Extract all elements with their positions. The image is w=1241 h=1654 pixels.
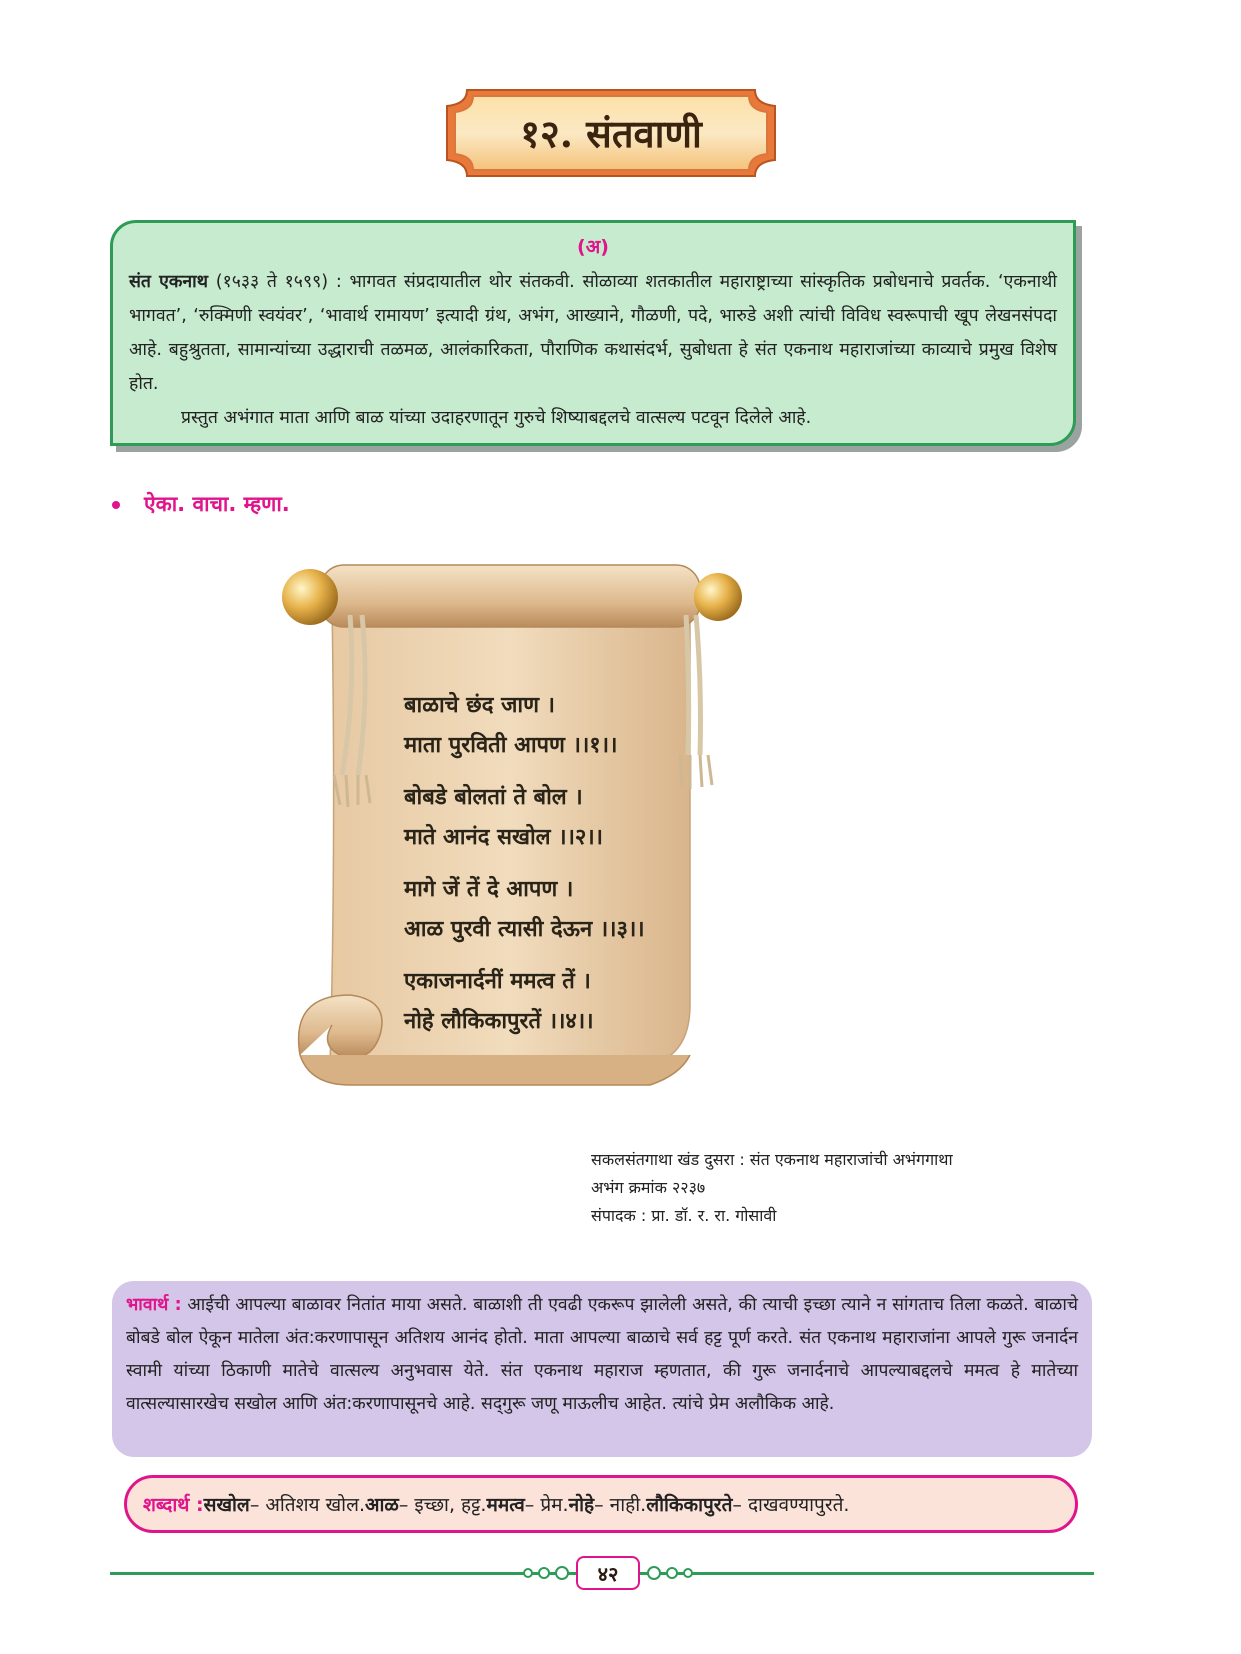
instruction-text: ऐका. वाचा. म्हणा. [144,492,290,516]
poem-line: आळ पुरवी त्यासी देऊन ।।३।। [404,917,645,942]
bullet-icon [112,501,120,509]
rope-right [686,615,701,755]
meaning-label: भावार्थ : [126,1295,182,1315]
meaning-box [112,1281,1092,1457]
glossary-word: लौकिकापुरते [646,1494,733,1516]
poem-line: नोहे लौकिकापुरतें ।।४।। [404,1009,594,1034]
poem-line: एकाजनार्दनीं ममत्व तें । [404,969,591,994]
glossary-meaning: – इच्छा, हट्ट. [398,1494,487,1516]
glossary-meaning: – दाखवण्यापुरते. [732,1494,850,1516]
glossary-word: ममत्व [486,1494,525,1516]
section-label: (अ) [577,236,609,258]
scroll-bottom-curl [299,995,382,1058]
source-book: सकलसंतगाथा खंड दुसरा : संत एकनाथ महाराजांची अभंगगाथा [591,1150,953,1169]
poem-line: मागे जें तें दे आपण । [404,877,574,902]
poem-line: बाळाचे छंद जाण । [404,693,555,718]
ornament-right-icon [640,1565,696,1581]
glossary-word: नोहे [568,1494,595,1516]
chapter-title: १२. संतवाणी [520,111,702,156]
author-name: संत एकनाथ [129,272,208,292]
author-intro-box [110,220,1076,446]
meaning-text: आईची आपल्या बाळावर नितांत माया असते. बाळाशी ती एवढी एकरूप झालेली असते, की त्याची इच्छा त्याने न सांगताच तिला कळते. बाळाचे बोबडे बोल ऐकून मातेला अंत:करणापासून अतिशय आनंद होतो. माता आपल्या बाळाचे सर्व हट्ट पूर्ण करते. संत एकनाथ महाराजांना आपले गुरू जनार्दन स्वामी यांच्या ठिकाणी मातेचे वात्सल्य अनुभवास येते. संत एकनाथ महाराज म्हणतात, की गुरू जनार्दनाचे आपल्याबद्दलचे ममत्व हे मातेच्या वात्सल्यासारखेच सखोल आणि अंत:करणापासूनचे आहे. सद्‌गुरू जणू माऊलीच आहेत. त्यांचे प्रेम अलौकिक आहे. [126,1295,1079,1414]
glossary-meaning: – प्रेम. [524,1494,569,1516]
poem-line: माते आनंद सखोल ।।२।। [404,825,604,850]
chapter-title-plaque [443,86,779,180]
glossary-meaning: – नाही. [594,1494,647,1516]
glossary-box [124,1475,1078,1533]
poem-line: बोबडे बोलतां ते बोल । [404,785,583,810]
scroll-top-roll [320,565,700,627]
source-abhang-number: अभंग क्रमांक २२३७ [591,1178,706,1197]
scroll-knob-left [282,569,338,625]
ornament-left-icon [520,1565,576,1581]
meaning-paragraph [126,1289,1078,1421]
author-intro-text: (१५३३ ते १५९९) : भागवत संप्रदायातील थोर संतकवी. सोळाव्या शतकातील महाराष्ट्राच्या सांस्कृतिक प्रबोधनाचे प्रवर्तक. ‘एकनाथी भागवत’, ‘रुक्मिणी स्वयंवर’, ‘भावार्थ रामायण’ इत्यादी ग्रंथ, अभंग, आख्याने, गौळणी, पदे, भारुडे अशी त्यांची विविध स्वरूपाची खूप लेखनसंपदा आहे. बहुश्रुतता, सामान्यांच्या उद्धाराची तळमळ, आलंकारिकता, पौराणिक कथासंदर्भ, सुबोधता हे संत एकनाथ महाराजांच्या काव्याचे प्रमुख विशेष होत. [129,272,1057,394]
author-intro-paragraph [129,265,1057,401]
source-editor: संपादक : प्रा. डॉ. र. रा. गोसावी [591,1206,777,1225]
scroll-knob-right [694,573,742,621]
instruction-heading [112,490,290,518]
glossary-label: शब्दार्थ : [143,1494,204,1516]
poem-line: माता पुरविती आपण ।।१।। [404,733,618,758]
poem-block [404,686,645,1042]
poem-summary-line: प्रस्तुत अभंगात माता आणि बाळ यांच्या उदाहरणातून गुरुचे शिष्याबद्दलचे वात्सल्य पटवून दिलेले आहे. [181,408,812,428]
scroll-bottom-edge [300,1055,690,1085]
page-number: ४२ [576,1556,640,1590]
poem-source [591,1146,953,1230]
glossary-meaning: – अतिशय खोल. [249,1494,365,1516]
glossary-word: सखोल [203,1494,250,1516]
glossary-word: आळ [365,1494,399,1516]
